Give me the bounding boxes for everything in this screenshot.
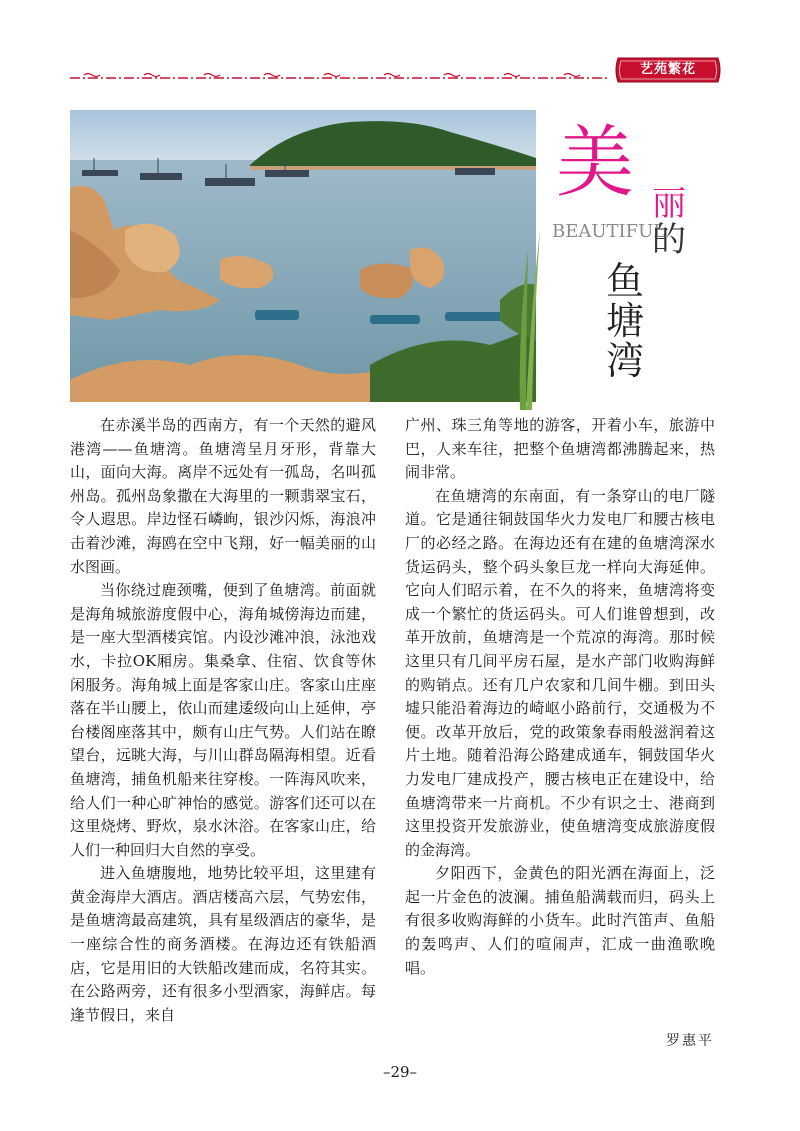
- grass-decoration: [514, 210, 544, 410]
- title-char-li: 丽: [652, 184, 686, 224]
- author-name: 罗惠平: [666, 1033, 714, 1049]
- paragraph: 在赤溪半岛的西南方，有一个天然的避风港湾——鱼塘湾。鱼塘湾呈月牙形，背靠大山，面向大海。离岸不远处有一孤岛，名叫孤州岛。孤州岛象撒在大海里的一颗翡翠宝石，令人遐思。岸边怪石嶙峋，银沙闪烁，海浪冲击着沙滩，海鸥在空中飞翔，好一幅美丽的山水图画。: [70, 416, 376, 576]
- header-decorative-line: [70, 72, 610, 84]
- title-char-mei: 美: [556, 118, 635, 208]
- title-english: BEAUTIFUL: [552, 221, 666, 242]
- paragraph: 进入鱼塘腹地，地势比较平坦，这里建有黄金海岸大酒店。酒店楼高六层，气势宏伟，是鱼塘湾最高建筑，具有星级酒店的豪华，是一座综合性的商务酒楼。在海边还有铁船酒店，它是用旧的大铁船改建而成，名符其实。在公路两旁，还有很多小型酒家，海鲜店。每逢节假日，来自: [70, 864, 376, 1024]
- section-badge-label: 艺苑繁花: [639, 62, 696, 77]
- body-column-left: [70, 414, 376, 1027]
- seaside-photo: [70, 110, 536, 402]
- paragraph-continued: 广州、珠三角等地的游客，开着小车，旅游中巴，人来车往，把整个鱼塘湾都沸腾起来，热闹非常。: [405, 416, 715, 482]
- page-number: –29–: [382, 1063, 418, 1081]
- paragraph: 当你绕过鹿颈嘴，便到了鱼塘湾。前面就是海角城旅游度假中心，海角城傍海边而建，是一座大型酒楼宾馆。内设沙滩冲浪，泳池戏水，卡拉OK厢房。集桑拿、住宿、饮食等休闲服务。海角城上面是客家山庄。客家山庄座落在半山腰上，依山而建逶级向山上延伸，亭台楼阁座落其中，颇有山庄气势。人们站在瞭望台，远眺大海，与川山群岛隔海相望。近看鱼塘湾，捕鱼机船来往穿梭。一阵海风吹来，给人们一种心旷神怡的感觉。游客们还可以在这里烧烤、野炊，泉水沐浴。在客家山庄，给人们一种回归大自然的享受。: [70, 581, 376, 859]
- paragraph: 在鱼塘湾的东南面，有一条穿山的电厂隧道。它是通往铜鼓国华火力发电厂和腰古核电厂的必经之路。在海边还有在建的鱼塘湾深水货运码头，整个码头象巨龙一样向大海延伸。它向人们昭示着，在不久的将来，鱼塘湾将变成一个繁忙的货运码头。可人们谁曾想到，改革开放前，鱼塘湾是一个荒凉的海湾。那时候这里只有几间平房石屋，是水产部门收购海鲜的购销点。还有几户农家和几间牛棚。到田头墟只能沿着海边的崎岖小路前行，交通极为不便。改革开放后，党的政策象春雨般滋润着这片土地。随着沿海公路建成通车，铜鼓国华火力发电厂建成投产，腰古核电正在建设中，给鱼塘湾带来一片商机。不少有识之士、港商到这里投资开发旅游业，使鱼塘湾变成旅游度假的金海湾。: [405, 486, 715, 859]
- title-char-de: 的: [652, 220, 686, 260]
- title-char-tang: 塘: [606, 299, 645, 343]
- title-char-yu: 鱼: [606, 259, 645, 303]
- paragraph: 夕阳西下，金黄色的阳光洒在海面上，泛起一片金色的波澜。捕鱼船满载而归，码头上有很多收购海鲜的小货车。此时汽笛声、鱼船的轰鸣声、人们的喧闹声，汇成一曲渔歌晚唱。: [405, 864, 715, 977]
- body-column-right: [405, 414, 715, 980]
- title-char-wan: 湾: [606, 339, 645, 383]
